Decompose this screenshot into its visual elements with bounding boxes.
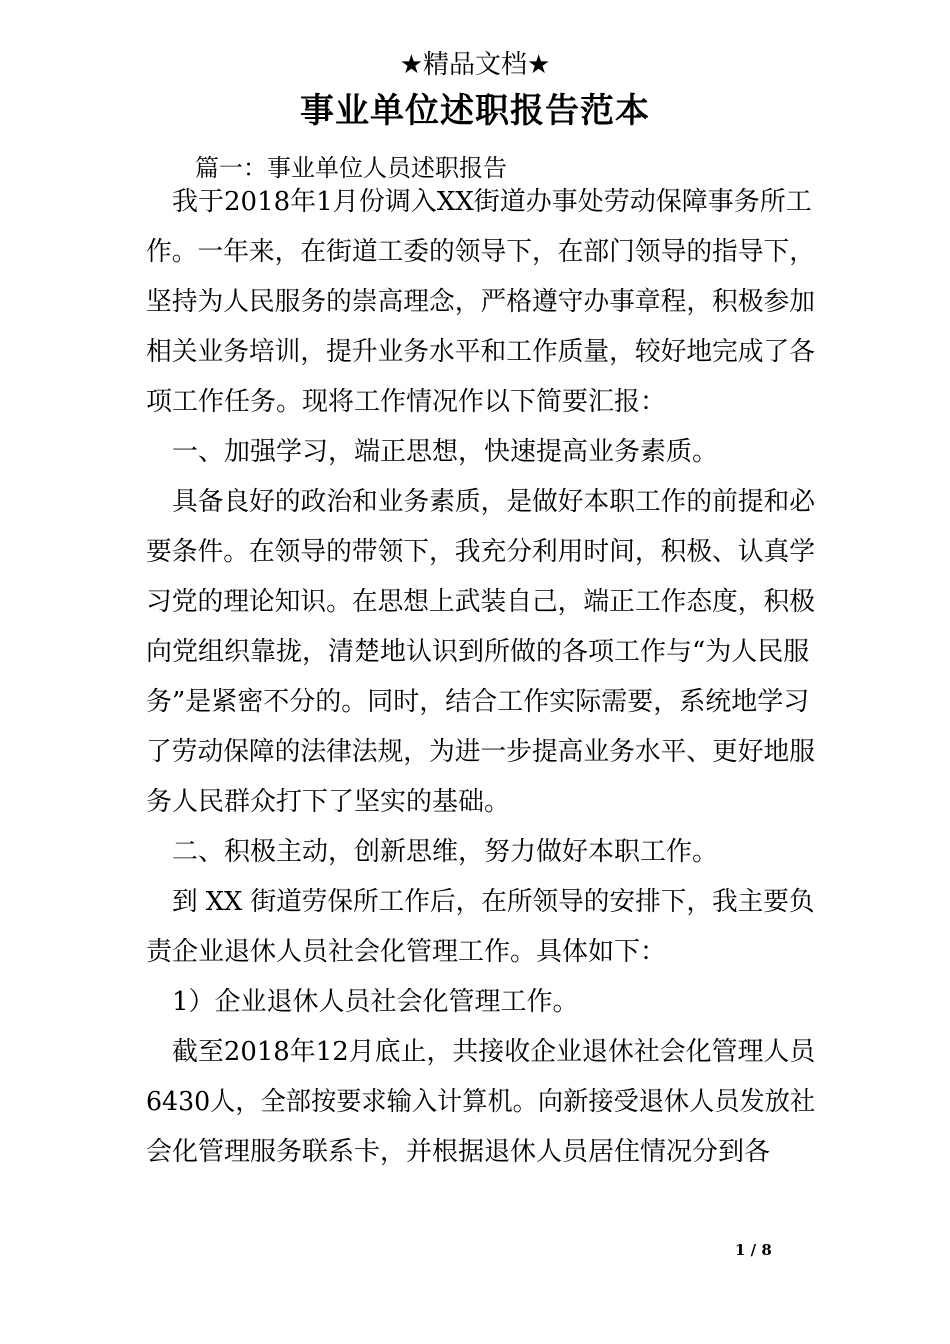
body-line: 6430人，全部按要求输入计算机。向新接受退休人员发放社 xyxy=(146,1087,816,1117)
body-line: 务”是紧密不分的。同时，结合工作实际需要，系统地学习 xyxy=(146,687,810,717)
header-banner: ★精品文档★ xyxy=(399,50,551,80)
body-line: 了劳动保障的法律法规，为进一步提高业务水平、更好地服 xyxy=(146,737,815,767)
body-line: 具备良好的政治和业务素质，是做好本职工作的前提和必 xyxy=(172,487,815,517)
body-line: 二、积极主动，创新思维，努力做好本职工作。 xyxy=(172,837,719,867)
body-line: 坚持为人民服务的崇高理念，严格遵守办事章程，积极参加 xyxy=(146,287,815,317)
body-line: 截至2018年12月底止，共接收企业退休社会化管理人员 xyxy=(172,1037,816,1067)
document-title: 事业单位述职报告范本 xyxy=(300,91,650,131)
body-line: 向党组织靠拢，清楚地认识到所做的各项工作与“为人民服 xyxy=(146,637,810,667)
page-number: 1 / 8 xyxy=(735,1241,772,1259)
body-line: 务人民群众打下了坚实的基础。 xyxy=(146,787,511,817)
body-line: 相关业务培训，提升业务水平和工作质量，较好地完成了各 xyxy=(146,337,815,367)
body-line: 会化管理服务联系卡，并根据退休人员居住情况分到各 xyxy=(146,1137,771,1167)
body-line: 要条件。在领导的带领下，我充分利用时间，积极、认真学 xyxy=(146,537,815,567)
body-line: 责企业退休人员社会化管理工作。具体如下： xyxy=(146,937,667,967)
body-line: 作。一年来，在街道工委的领导下，在部门领导的指导下， xyxy=(146,237,815,267)
section-heading: 篇一：事业单位人员述职报告 xyxy=(195,154,507,182)
body-line: 项工作任务。现将工作情况作以下简要汇报： xyxy=(146,387,667,417)
body-line: 习党的理论知识。在思想上武装自己，端正工作态度，积极 xyxy=(146,587,815,617)
body-line: 一、加强学习，端正思想，快速提高业务素质。 xyxy=(172,437,719,467)
body-line: 到 XX 街道劳保所工作后，在所领导的安排下，我主要负 xyxy=(172,887,815,917)
body-line: 1）企业退休人员社会化管理工作。 xyxy=(172,987,579,1017)
body-line: 我于2018年1月份调入XX街道办事处劳动保障事务所工 xyxy=(172,187,812,217)
